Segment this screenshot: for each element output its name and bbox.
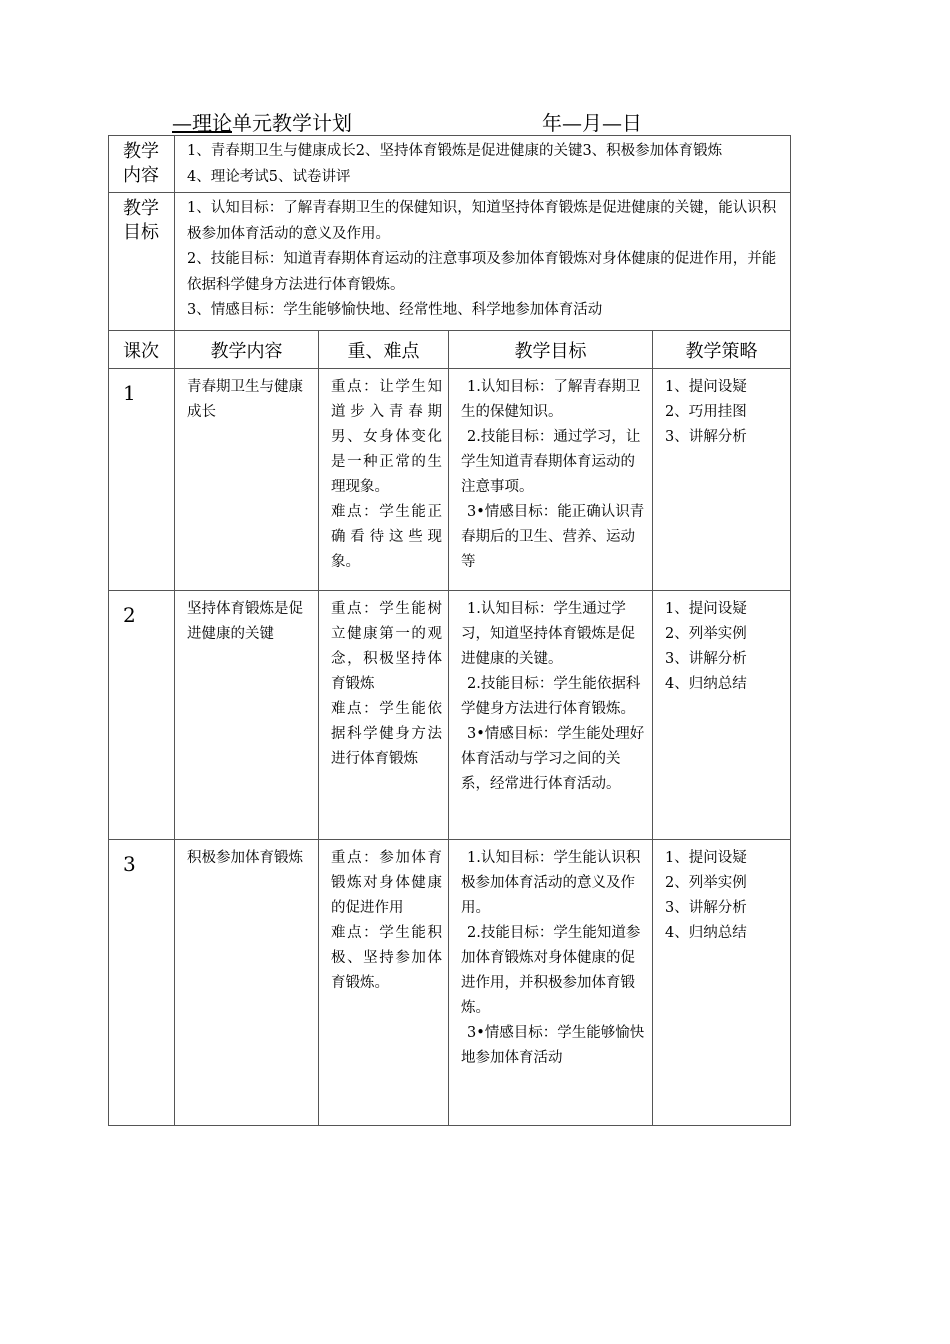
date-field: 年—月—日 [542,111,642,135]
strategy-item: 3、讲解分析 [665,651,747,667]
goal-label: 教学目标 [109,193,175,331]
lesson-strategies [653,369,791,591]
lesson-key-points [319,369,449,591]
page-title [172,107,352,136]
column-header-row [109,331,791,369]
key-point: 重点：让学生知道步入青春期男、女身体变化是一种正常的生理现象。 [331,379,442,495]
column-header: 重、难点 [319,331,449,369]
table-row [109,840,791,1126]
key-point: 重点：学生能树立健康第一的观念，积极坚持体育锻炼 [331,601,442,692]
strategy-item: 2、列举实例 [665,875,747,891]
table-row [109,369,791,591]
content-label: 教学内容 [109,136,175,193]
lesson-number: 3 [109,840,175,1126]
objective-item: 3•情感目标：学生能够愉快地参加体育活动 [461,1025,645,1066]
lesson-objectives [449,840,653,1126]
strategy-item: 1、提问设疑 [665,850,747,866]
column-header: 教学策略 [653,331,791,369]
strategy-item: 1、提问设疑 [665,379,747,395]
strategy-item: 1、提问设疑 [665,601,747,617]
key-point: 重点：参加体育锻炼对身体健康的促进作用 [331,850,442,916]
column-header: 教学目标 [449,331,653,369]
strategy-item: 4、归纳总结 [665,676,747,692]
goal-item: 3、情感目标：学生能够愉快地、经常性地、科学地参加体育活动 [187,302,603,318]
objective-item: 1.认知目标：学生通过学习，知道坚持体育锻炼是促进健康的关键。 [461,601,635,667]
lesson-content: 积极参加体育锻炼 [175,840,319,1126]
title-rest: 单元教学计划 [232,111,352,135]
difficulty-point: 难点：学生能积极、坚持参加体育锻炼。 [331,925,442,991]
objective-item: 1.认知目标：了解青春期卫生的保健知识。 [461,379,641,420]
strategy-item: 4、归纳总结 [665,925,747,941]
objective-item: 1.认知目标：学生能认识积极参加体育活动的意义及作用。 [461,850,641,916]
content-text [175,136,791,193]
content-text-line: 1、青春期卫生与健康成长2、坚持体育锻炼是促进健康的关键3、积极参加体育锻炼 [187,143,723,159]
lesson-key-points [319,840,449,1126]
lesson-objectives [449,591,653,840]
lesson-strategies [653,840,791,1126]
lesson-content: 坚持体育锻炼是促进健康的关键 [175,591,319,840]
strategy-item: 3、讲解分析 [665,900,747,916]
lesson-objectives [449,369,653,591]
objective-item: 2.技能目标：学生能知道参加体育锻炼对身体健康的促进作用，并积极参加体育锻炼。 [461,925,641,1016]
objective-item: 2.技能目标：通过学习，让学生知道青春期体育运动的注意事项。 [461,429,641,495]
difficulty-point: 难点：学生能依据科学健身方法进行体育锻炼 [331,701,442,767]
lesson-content: 青春期卫生与健康成长 [175,369,319,591]
goal-item: 1、认知目标：了解青春期卫生的保健知识，知道坚持体育锻炼是促进健康的关键，能认识积极参加体育活动的意义及作用。 [187,200,777,242]
content-text-line: 4、理论考试5、试卷讲评 [187,168,351,185]
teaching-plan-table [108,135,791,1126]
title-prefix: — [172,111,192,135]
goal-item: 2、技能目标：知道青春期体育运动的注意事项及参加体育锻炼对身体健康的促进作用，并能依据科学健身方法进行体育锻炼。 [187,251,777,293]
column-header: 教学内容 [175,331,319,369]
content-row [109,136,791,193]
strategy-item: 2、巧用挂图 [665,404,747,420]
strategy-item: 3、讲解分析 [665,429,747,445]
table-row [109,591,791,840]
lesson-key-points [319,591,449,840]
goal-text [175,193,791,331]
lesson-number: 2 [109,591,175,840]
objective-item: 3•情感目标：学生能处理好体育活动与学习之间的关系，经常进行体育活动。 [461,726,645,792]
lesson-strategies [653,591,791,840]
difficulty-point: 难点：学生能正确看待这些现象。 [331,504,442,570]
lesson-number: 1 [109,369,175,591]
strategy-item: 2、列举实例 [665,626,747,642]
objective-item: 3•情感目标：能正确认识青春期后的卫生、营养、运动等 [461,504,645,570]
goal-row [109,193,791,331]
title-underlined: 理论 [192,111,232,135]
column-header: 课次 [109,331,175,369]
objective-item: 2.技能目标：学生能依据科学健身方法进行体育锻炼。 [461,676,641,717]
